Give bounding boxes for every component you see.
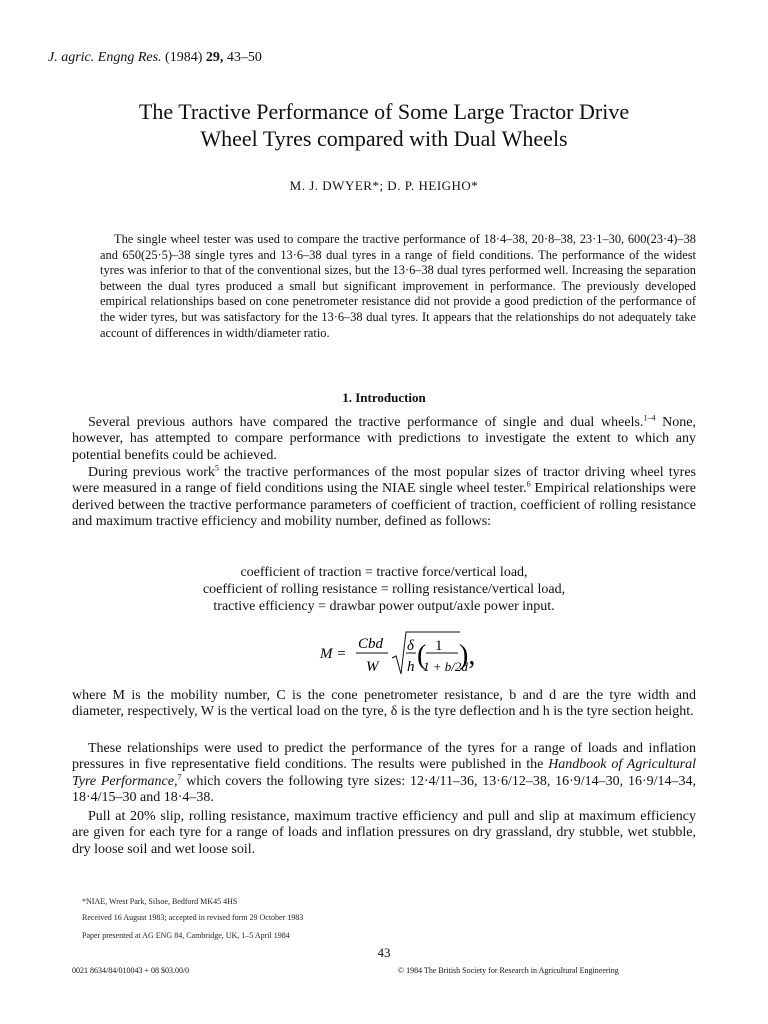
journal-year: (1984) [165,50,203,65]
formula-close-paren: ), [459,640,476,671]
copyright-notice: © 1984 The British Society for Research in Agricultural Engineering [398,966,619,975]
footnote-received: Received 16 August 1983; accepted in revised form 29 October 1983 [82,913,304,922]
title-line-2: Wheel Tyres compared with Dual Wheels [200,126,568,151]
p2-ref-2: 6 [526,479,531,489]
p2-text-b: the tractive performances of the most popular sizes of tractor driving wheel tyres were measured in a range of field conditions using the NIAE single wheel tester. [72,465,696,497]
paragraph-4 [72,741,696,807]
p4-text-a: These relationships were used to predict the performance of the tyres for a range of loads and inflation pressures in five representative field conditions. The results were published in the [72,741,696,773]
p2-ref-1: 5 [214,463,219,473]
paper-title [60,98,708,152]
p1-text: Several previous authors have compared the tractive performance of single and dual wheels. [88,415,644,430]
p4-ref: 7 [177,772,182,782]
p1-ref: 1–4 [643,413,656,423]
formula-numerator: Cbd [358,636,384,652]
formula-one: 1 [435,638,443,654]
formula-lhs: M = [320,646,347,662]
definitions [0,564,768,615]
formula-delta: δ [407,638,414,654]
formula-denominator: W [366,659,379,675]
formula-open-paren: ( [417,640,427,671]
p4-text-b: which covers the following tyre sizes: 12·4/11–36, 13·6/12–38, 16·9/14–30, 16·9/14–34, 18·4/15–30 and 18·4–38. [72,773,696,806]
footnote-affiliation: *NIAE, Wrest Park, Silsoe, Bedford MK45 4HS [82,897,238,906]
journal-name: J. agric. Engng Res. [48,50,162,65]
journal-citation [48,50,262,66]
section-heading: 1. Introduction [342,390,426,405]
journal-volume: 29, [205,50,224,65]
p2-text-a: During previous work [88,465,215,480]
paragraph-2 [72,465,696,531]
title-line-1: The Tractive Performance of Some Large Tractor Drive [138,99,630,124]
formula-h: h [407,659,415,675]
definition-rolling-resistance: coefficient of rolling resistance = rolling resistance/vertical load, [202,582,566,597]
definition-tractive-efficiency: tractive efficiency = drawbar power output/axle power input. [213,599,555,614]
p1-text-b: None, however, has attempted to compare performance with predictions to investigate the extent to which any potential benefits could be achieved. [72,415,696,463]
formula-svg [320,626,480,682]
paragraph-3: where M is the mobility number, C is the cone penetrometer resistance, b and d are the tyre width and diameter, respectively, W is the vertical load on the tyre, δ is the tyre deflection and h is the tyre section height. [72,688,696,720]
page-number: 43 [377,945,391,960]
mobility-number-formula [320,626,480,682]
formula-inner-denominator: 1 + b/2d [423,659,468,674]
authors: M. J. DWYER*; D. P. HEIGHO* [289,178,479,193]
issn-code: 0021 8634/84/010043 + 08 $03.00/0 [72,966,190,975]
p4-handbook-title: Handbook of Agricultural Tyre Performance, [72,757,696,789]
definition-traction: coefficient of traction = tractive force/vertical load, [240,565,528,580]
journal-pages: 43–50 [226,50,262,65]
paragraph-5: Pull at 20% slip, rolling resistance, maximum tractive efficiency and pull and slip at maximum efficiency are given for each tyre for a range of loads and inflation pressures on dry grassland, dry stubble, wet stubble, dry loose soil and wet loose soil. [72,809,696,857]
abstract: The single wheel tester was used to compare the tractive performance of 18·4–38, 20·8–38, 23·1–30, 600(23·4)–38 and 650(25·5)–38 single tyres and 13·6–38 dual tyres in a range of field conditions. The performance of the widest tyres was inferior to that of the conventional sizes, but the 13·6–38 dual tyres performed well. Increasing the separation between the dual tyres produced a small but significant improvement in performance. The previously developed empirical relationships based on cone penetrometer resistance did not provide a good prediction of the performance of the wider tyres, but was satisfactory for the 13·6–38 dual tyres. It appears that the relationships do not adequately take account of differences in width/diameter ratio. [100,232,696,340]
footnote-presented: Paper presented at AG ENG 84, Cambridge, UK, 1–5 April 1984 [82,931,290,940]
paragraph-1 [72,415,696,464]
p2-text-c: Empirical relationships were derived between the tractive performance parameters of coefficient of traction, coefficient of rolling resistance and maximum tractive efficiency and mobility number, defined as follows: [72,481,696,530]
